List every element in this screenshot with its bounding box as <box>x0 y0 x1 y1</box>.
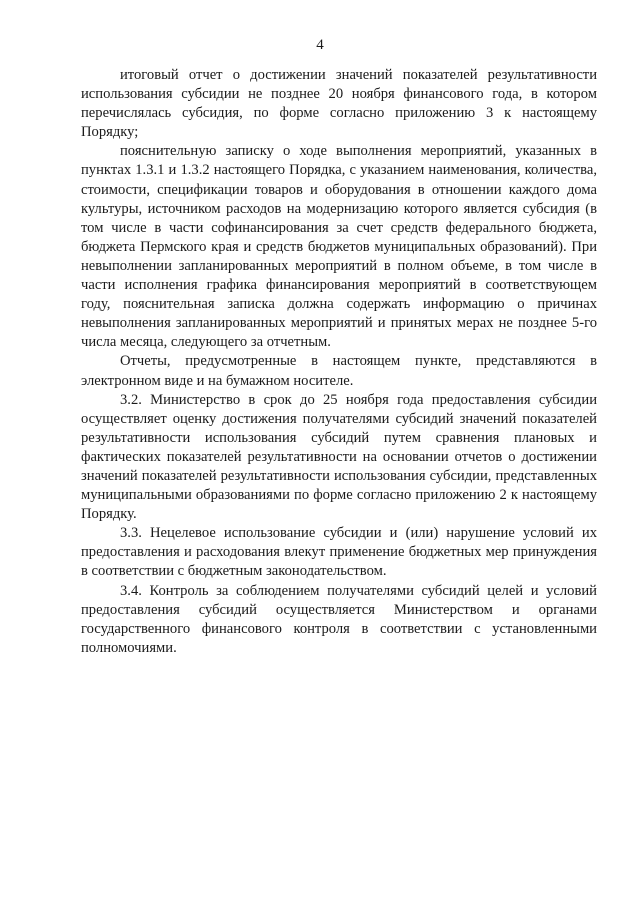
paragraph-section-3-2: 3.2. Министерство в срок до 25 ноября года предоставления субсидии осуществляет оценку достижения получателями субсидий значений показателей результативности использования субсидий путем сравнения плановых и фактических показателей результативности на основании отчетов о достижении значений показателей результативности использования субсидии, представленных муниципальными образованиями по форме согласно приложению 2 к настоящему Порядку. <box>81 391 597 523</box>
paragraph-final-report: итоговый отчет о достижении значений показателей результативности использования субсидии не позднее 20 ноября финансового года, в котором перечислялась субсидия, по форме согласно приложению 3 к настоящему Порядку; <box>81 67 597 141</box>
paragraph-report-format: Отчеты, предусмотренные в настоящем пункте, представляются в электронном виде и на бумажном носителе. <box>81 353 597 389</box>
document-body <box>81 66 597 658</box>
paragraph-section-3-3: 3.3. Нецелевое использование субсидии и (или) нарушение условий их предоставления и расходования влекут применение бюджетных мер принуждения в соответствии с бюджетным законодательством. <box>81 525 597 580</box>
paragraph-section-3-4: 3.4. Контроль за соблюдением получателями субсидий целей и условий предоставления субсидий осуществляется Министерством и органами государственного финансового контроля в соответствии с установленными полномочиями. <box>81 582 597 656</box>
paragraph-explanatory-note: пояснительную записку о ходе выполнения мероприятий, указанных в пунктах 1.3.1 и 1.3.2 настоящего Порядка, с указанием наименования, количества, стоимости, спецификации товаров и оборудования в отношении каждого дома культуры, источником расходов на модернизацию которого является субсидия (в том числе в части софинансирования за счет средств федерального бюджета, бюджета Пермского края и средств бюджетов муниципальных образований). При невыполнении запланированных мероприятий в полном объеме, в том числе в части исполнения графика финансирования мероприятий в соответствующем году, пояснительная записка должна содержать информацию о причинах невыполнения запланированных мероприятий и принятых мерах не позднее 5-го числа месяца, следующего за отчетным. <box>81 143 597 351</box>
page-number: 4 <box>316 37 324 53</box>
